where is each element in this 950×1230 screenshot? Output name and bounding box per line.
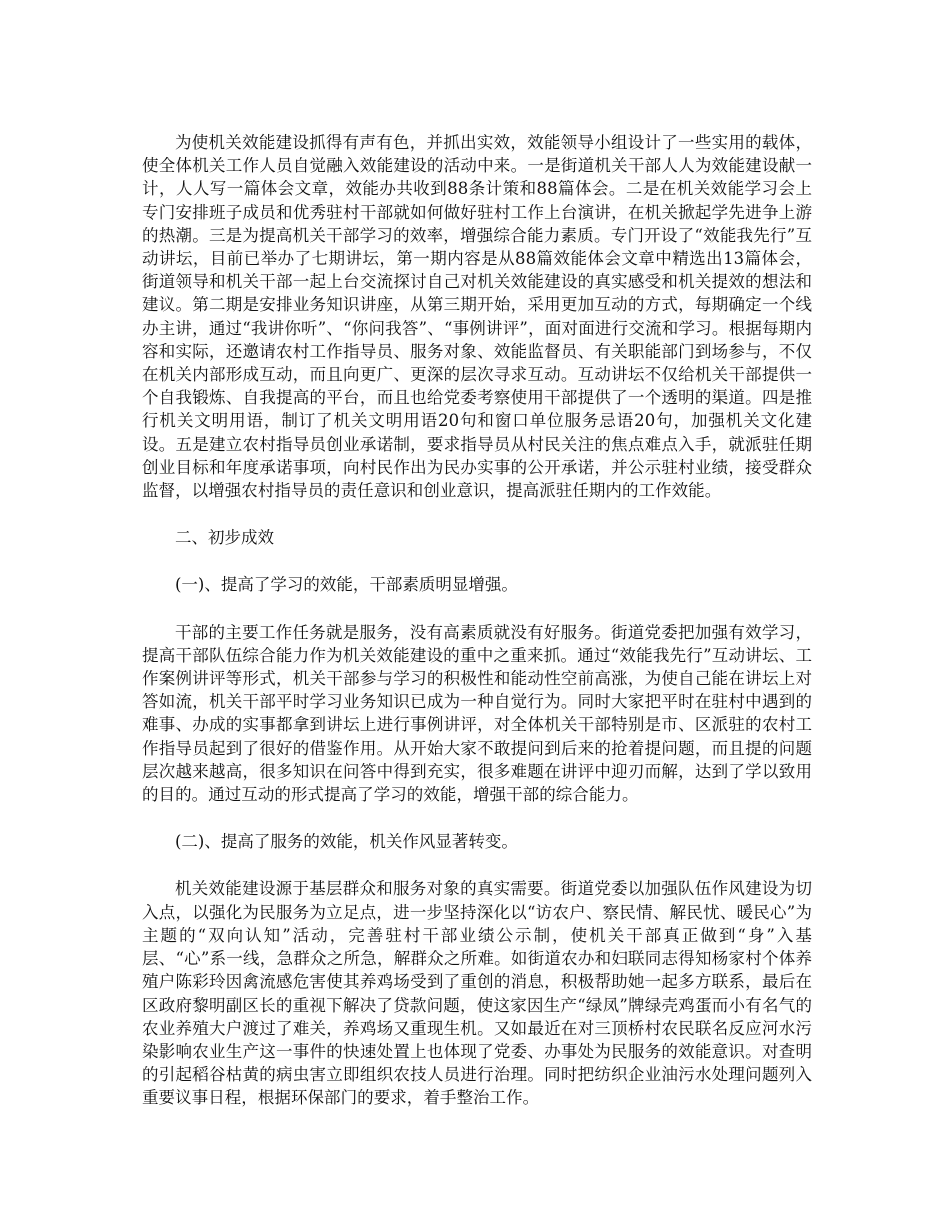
section-heading-initial-results: 二、初步成效 <box>175 528 274 548</box>
document-body <box>142 131 812 1134</box>
paragraph-learning-efficiency: 干部的主要工作任务就是服务，没有高素质就没有好服务。街道党委把加强有效学习，提高干部队伍综合能力作为机关效能建设的重中之重来抓。通过“效能我先行”互动讲坛、工作案例讲评等形式，机关干部参与学习的积极性和能动性空前高涨，为使自己能在讲坛上对答如流，机关干部平时学习业务知识已成为一种自觉行为。同时大家把平时在驻村中遇到的难事、办成的实事都拿到讲坛上进行事例讲评，对全体机关干部特别是市、区派驻的农村工作指导员起到了很好的借鉴作用。从开始大家不敢提问到后来的抢着提问题，而且提的问题层次越来越高，很多知识在问答中得到充实，很多难题在讲评中迎刃而解，达到了学以致用的目的。通过互动的形式提高了学习的效能，增强干部的综合能力。 <box>142 622 812 805</box>
subheading-service-efficiency: (二)、提高了服务的效能，机关作风显著转变。 <box>175 832 518 852</box>
subheading-learning-efficiency: (一)、提高了学习的效能，干部素质明显增强。 <box>175 575 518 595</box>
paragraph-service-efficiency: 机关效能建设源于基层群众和服务对象的真实需要。街道党委以加强队伍作风建设为切入点，以强化为民服务为立足点，进一步坚持深化以“访农户、察民情、解民忧、暖民心”为主题的“双向认知”活动，完善驻村干部业绩公示制，使机关干部真正做到“身”入基层、“心”系一线，急群众之所急，解群众之所难。如街道农办和妇联同志得知杨家村个体养殖户陈彩玲因禽流感危害使其养鸡场受到了重创的消息，积极帮助她一起多方联系，最后在区政府黎明副区长的重视下解决了贷款问题，使这家因生产“绿凤”牌绿壳鸡蛋而小有名气的农业养殖大户渡过了难关，养鸡场又重现生机。又如最近在对三顶桥村农民联名反应河水污染影响农业生产这一事件的快速处置上也体现了党委、办事处为民服务的效能意识。对查明的引起稻谷枯黄的病虫害立即组织农技人员进行治理。同时把纺织企业油污水处理问题列入重要议事日程，根据环保部门的要求，着手整治工作。 <box>142 879 812 1108</box>
paragraph-efficiency-carriers: 为使机关效能建设抓得有声有色，并抓出实效，效能领导小组设计了一些实用的载体，使全体机关工作人员自觉融入效能建设的活动中来。一是街道机关干部人人为效能建设献一计，人人写一篇体会文章，效能办共收到88条计策和88篇体会。二是在机关效能学习会上专门安排班子成员和优秀驻村干部就如何做好驻村工作上台演讲，在机关掀起学先进争上游的热潮。三是为提高机关干部学习的效率，增强综合能力素质。专门开设了“效能我先行”互动讲坛，目前已举办了七期讲坛，第一期内容是从88篇效能体会文章中精选出13篇体会，街道领导和机关干部一起上台交流探讨自己对机关效能建设的真实感受和机关提效的想法和建议。第二期是安排业务知识讲座，从第三期开始，采用更加互动的方式，每期确定一个线办主讲，通过“我讲你听”、“你问我答”、“事例讲评”，面对面进行交流和学习。根据每期内容和实际，还邀请农村工作指导员、服务对象、效能监督员、有关职能部门到场参与，不仅在机关内部形成互动，而且向更广、更深的层次寻求互动。互动讲坛不仅给机关干部提供一个自我锻炼、自我提高的平台，而且也给党委考察使用干部提供了一个透明的渠道。四是推行机关文明用语，制订了机关文明用语20句和窗口单位服务忌语20句，加强机关文化建设。五是建立农村指导员创业承诺制，要求指导员从村民关注的焦点难点入手，就派驻任期创业目标和年度承诺事项，向村民作出为民办实事的公开承诺，并公示驻村业绩，接受群众监督，以增强农村指导员的责任意识和创业意识，提高派驻任期内的工作效能。 <box>142 133 812 501</box>
